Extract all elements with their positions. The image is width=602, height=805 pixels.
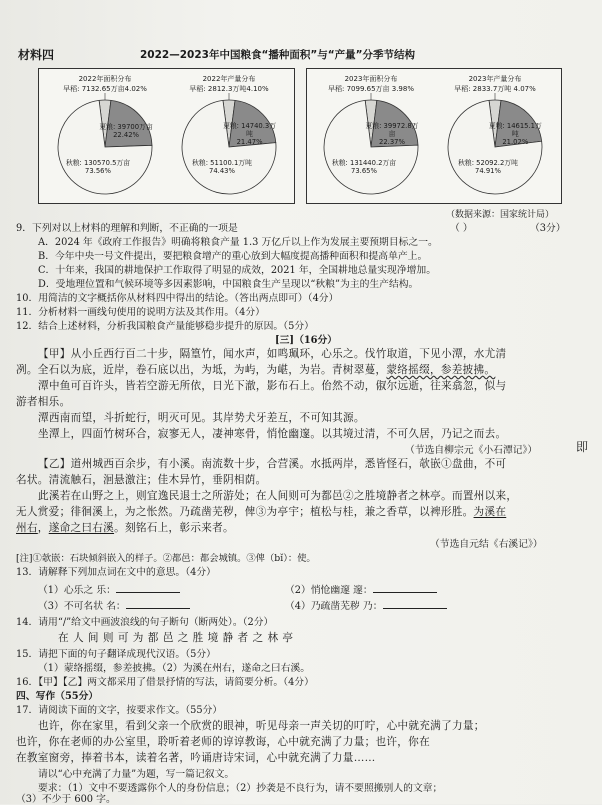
essay-requirements: 要求：（1）文中不要透露你个人的身份信息；（2）抄袭是不良行为，请不要照搬别人的文章；	[38, 783, 443, 794]
slice-pct-summer: 22.37%	[379, 138, 405, 147]
jia-line-1: 【甲】从小丘西行百二十步，隔篁竹，闻水声，如鸣珮环，心乐之。伐竹取道，下见小潭，水尤清	[38, 348, 507, 360]
q15: 15．请把下面的句子翻译成现代汉语。（5分）	[16, 649, 216, 660]
yi-source: （节选自元结《右溪记》）	[430, 539, 543, 550]
slice-pct-summer: 21.47%	[236, 138, 263, 147]
q13-item-1-text: （1）心乐之 乐：	[38, 585, 116, 596]
yi-line-3: 此溪若在山野之上，则宜逸民退士之所游处；在人间则可为都邑②之胜境静者之林亭。而置州以来，	[38, 490, 518, 502]
jia-line-6: 坐潭上，四面竹树环合，寂寥无人，凄神寒骨，悄怆幽邃。以其境过清，不可久居，乃记之而去。	[38, 428, 507, 440]
q13-stem: 13．请解释下列加点词在文中的意思。（4分）	[16, 567, 216, 578]
pie-chart-3	[310, 71, 432, 199]
q13-blank-3[interactable]	[126, 598, 190, 609]
q13-blank-4[interactable]	[383, 598, 447, 609]
side-mark: 即	[575, 440, 588, 454]
q13-blank-1[interactable]	[116, 582, 180, 593]
q13-item-3-text: （3）不可名状 名：	[38, 601, 126, 612]
q13-item-3	[38, 598, 190, 613]
slice-label-summer: 夏粮: 39700万亩	[99, 122, 153, 131]
q13-item-4-text: （4）乃疏凿芜秽 乃：	[285, 601, 383, 612]
yi-underlined-1: 为溪在	[473, 506, 507, 518]
slice-pct-autumn: 73.65%	[351, 167, 377, 175]
yi-line-4a: 无人赏爱；徘徊溪上，为之怅然。乃疏凿芜秽，俾③为亭宇；植松与桂，兼之香草，以裨形胜。	[16, 506, 474, 518]
yi-comma: ，	[37, 522, 49, 534]
essay-requirements-2: （3）不少于 600 字。	[16, 794, 116, 805]
yi-line-1: 【乙】道州城西百余步，有小溪。南流数十步，合营溪。水抵两岸，悉皆怪石，欹嵌①盘曲，不可	[38, 458, 507, 470]
material-label: 材料四	[18, 48, 55, 62]
jia-line-5: 潭西南而望，斗折蛇行，明灭可见。其岸势犬牙差互，不可知其源。	[38, 412, 365, 424]
pie-subtitle: 早稻: 7099.65万亩 3.98%	[328, 85, 414, 93]
q13-blank-2[interactable]	[373, 582, 437, 593]
q9-option-c: C．十年来，我国的耕地保护工作取得了明显的成效，2021 年，全国耕地总量实现净增加。	[38, 265, 437, 276]
pie-label-autumn	[189, 159, 255, 175]
q16: 16．【甲】【乙】两文都采用了借景抒情的写法，请简要分析。（4分）	[16, 677, 314, 688]
q9-text: 9．下列对以上材料的理解和判断，不正确的一项是	[16, 223, 238, 234]
pie-subtitle: 早稻: 2812.3万吨4.10%	[189, 85, 269, 93]
slice-pct-summer: 21.02%	[502, 137, 529, 146]
pie-title: 2022年面积分布	[78, 75, 132, 83]
essay-text-3: 在教室窗旁，捧着书本，读着名著，吟诵唐诗宋词，心中就充满了力量……	[16, 752, 376, 764]
q9-stem	[16, 222, 238, 235]
slice-pct-autumn: 74.91%	[475, 167, 501, 175]
pie-label-summer	[97, 123, 155, 139]
yi-line-5	[16, 522, 234, 535]
yi-line-4	[16, 506, 506, 519]
yi-line-5-end: 。刻铭石上，彰示来者。	[114, 522, 234, 534]
pie-label-autumn	[65, 159, 131, 175]
slice-label-autumn: 秋粮: 51100.1万吨	[192, 159, 252, 167]
source-note: （数据来源：国家统计局）	[445, 210, 554, 220]
q14-sentence: 在 人 间 则 可 为 都 邑 之 胜 境 静 者 之 林 亭	[58, 632, 294, 644]
pie-title: 2022年产量分布	[202, 75, 256, 83]
figure-title: 2022—2023年中国粮食“播种面积”与“产量”分季节结构	[140, 49, 416, 61]
pie-subtitle: 早稻: 7132.65万亩4.02%	[63, 85, 147, 93]
q10: 10．用简洁的文字概括你从材料四中得出的结论。（答出两点即可）（4分）	[16, 293, 339, 304]
slice-label-summer: 夏粮: 14740.3万吨	[223, 122, 277, 139]
slice-label-autumn: 秋粮: 130570.5万亩	[65, 159, 131, 167]
q13-item-1	[38, 582, 180, 597]
jia-line-3: 潭中鱼可百许头，皆若空游无所依，日光下澈，影布石上。佁然不动，俶尔远逝，往来翕忽，似与	[38, 380, 507, 392]
slice-label-autumn: 秋粮: 52092.2万吨	[458, 159, 518, 167]
q9-blank: （ ）	[450, 223, 473, 234]
slice-label-summer: 夏粮: 39972.8万亩	[365, 122, 419, 139]
pie-label-autumn	[455, 159, 521, 175]
q17: 17．请阅读下面的文字，按要求作文。（55分）	[16, 705, 223, 716]
yi-line-2: 名状。清流触石，洄悬激注；佳木异竹，垂阴相荫。	[16, 474, 267, 486]
essay-text-1: 也许，你在家里，看到父亲一个欣赏的眼神，听见母亲一声关切的叮咛，心中就充满了力量；	[38, 720, 485, 732]
slice-pct-autumn: 73.56%	[85, 167, 111, 175]
jia-line-2a: 冽。全石以为底，近岸，卷石底以出，为坻，为屿，为嵁，为岩。青树翠蔓，	[16, 364, 387, 376]
pie-label-autumn	[331, 159, 397, 175]
section-3-heading: [三]（16分）	[275, 335, 338, 346]
q13-item-4	[285, 598, 447, 613]
yi-underlined-3: 遂命之曰右溪	[48, 522, 115, 534]
jia-wavy-phrase: 蒙络摇缀，参差披拂。	[386, 364, 496, 376]
pie-chart-4	[434, 71, 556, 199]
q13-item-2	[285, 582, 437, 597]
pie-title: 2023年产量分布	[468, 75, 522, 83]
q13-item-2-text: （2）悄怆幽邃 邃：	[285, 585, 373, 596]
pie-label-summer	[221, 122, 279, 146]
pie-subtitle: 早稻: 2833.7万吨 4.07%	[454, 85, 536, 93]
essay-prompt: 请以“心中充满了力量”为题，写一篇记叙文。	[38, 769, 235, 780]
section-4-heading: 四、写作（55分）	[16, 691, 99, 702]
pie-label-summer	[486, 122, 544, 146]
q11: 11．分析材料一画线句使用的说明方法及其作用。（4分）	[16, 307, 265, 318]
pie-chart-1	[44, 71, 166, 199]
jia-line-4: 游者相乐。	[16, 396, 71, 408]
slice-pct-summer: 22.42%	[113, 130, 139, 139]
q9-option-d: D．受地理位置和气候环境等多因素影响，中国粮食生产呈现以“秋粮”为主的生产结构。	[38, 279, 419, 290]
slice-pct-autumn: 74.43%	[209, 167, 235, 175]
q9-option-b: B．今年中央一号文件提出，要把粮食增产的重心放到大幅度提高播种面积和提高单产上。	[38, 251, 428, 262]
pie-title: 2023年面积分布	[344, 75, 398, 83]
q14: 14．请用“/”给文中画波浪线的句子断句（断两处）。（2分）	[16, 617, 274, 628]
pie-label-summer	[363, 122, 421, 146]
q9-score: （3分）	[530, 223, 566, 234]
annotation-note: [注]①欹嵌：石块倾斜嵌入的样子。②都邑：都会城镇。③俾（bǐ）：使。	[16, 553, 316, 564]
pie-chart-2	[168, 71, 290, 199]
essay-text-2: 也许，你在老师的办公室里，聆听着老师的谆谆教诲，心中就充满了力量；也许，你在	[16, 736, 430, 748]
slice-label-summer: 夏粮: 14615.1万吨	[488, 121, 542, 138]
jia-source: （节选自柳宗元《小石潭记》）	[405, 445, 538, 456]
q15-sentences: （1）蒙络摇缀，参差披拂。（2）为溪在州右，遂命之曰右溪。	[38, 663, 311, 674]
q9-option-a: A．2024 年《政府工作报告》明确将粮食产量 1.3 万亿斤以上作为发展主要预期目标之一。	[38, 237, 438, 248]
yi-underlined-2: 州右	[16, 522, 38, 534]
jia-line-2	[16, 364, 495, 377]
slice-label-autumn: 秋粮: 131440.2万亩	[331, 159, 397, 167]
q12: 12．结合上述材料，分析我国粮食产量能够稳步提升的原因。（5分）	[16, 321, 314, 332]
